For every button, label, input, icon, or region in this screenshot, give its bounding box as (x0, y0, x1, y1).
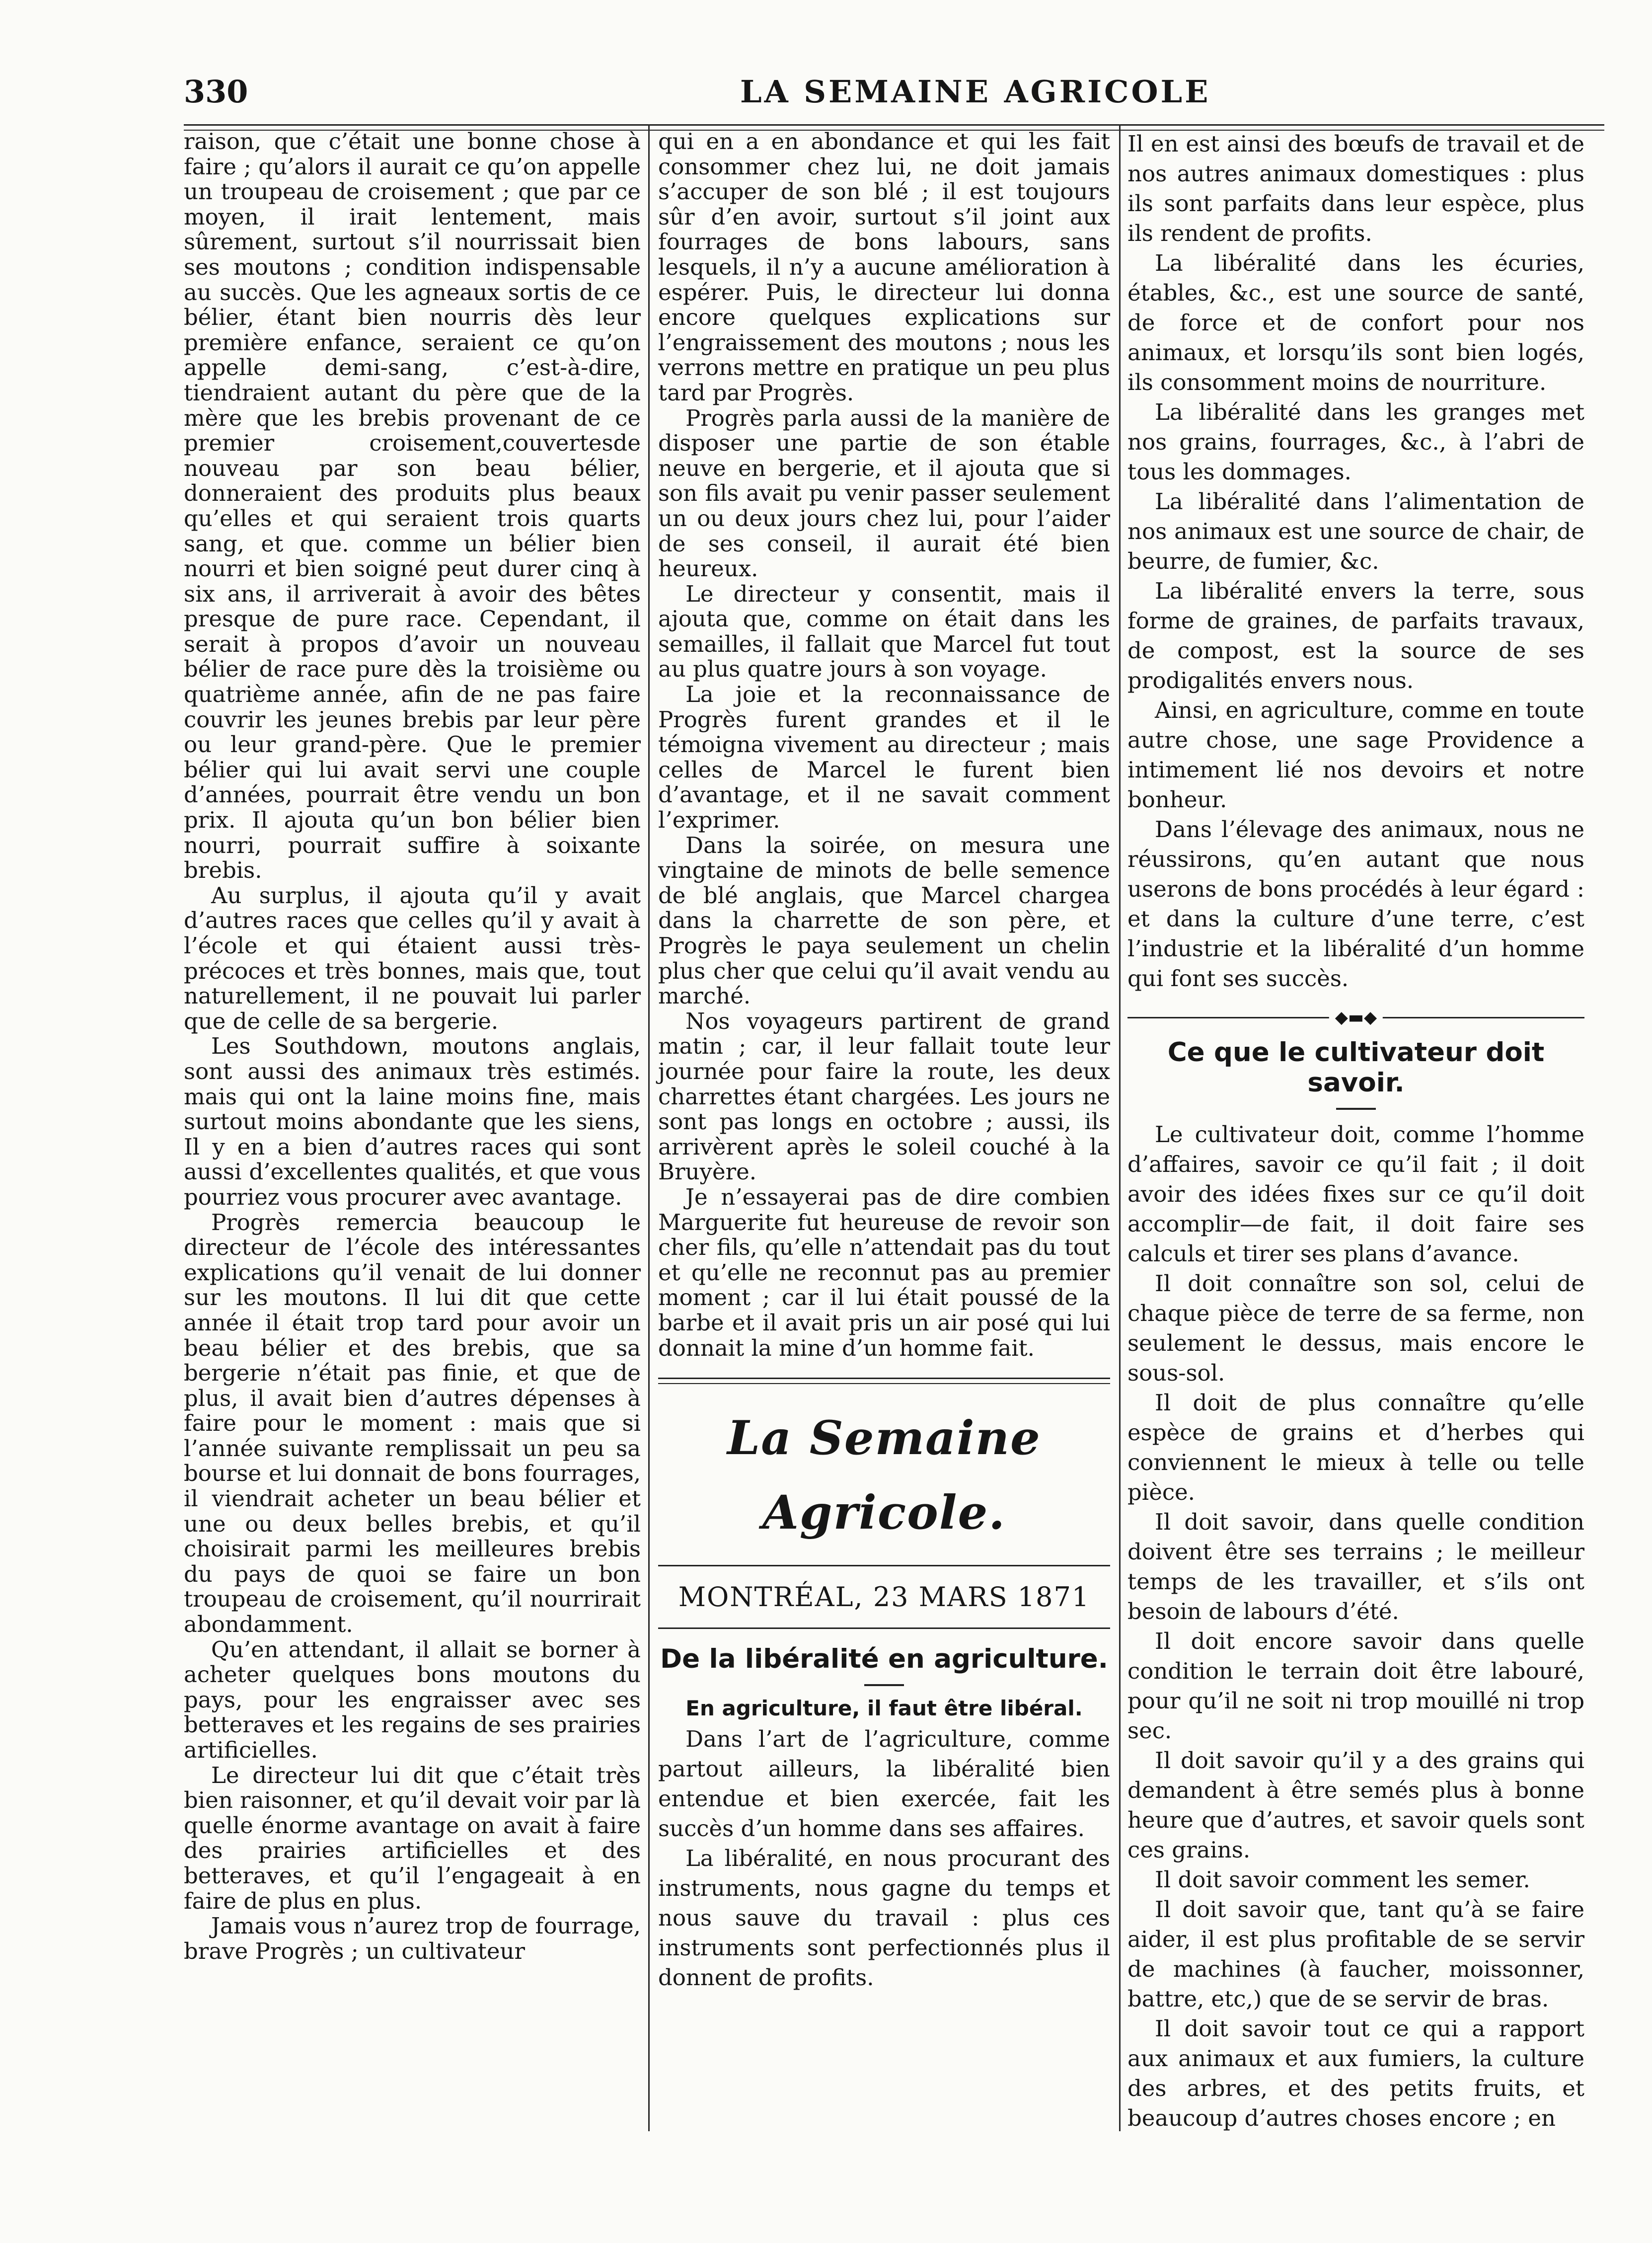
paragraph: Nos voyageurs partirent de grand matin ; car, il leur fallait toute leur journée pour faire la route, les deux charrettes étant chargées. Les jours ne sont pas longs en octobre ; aussi, ils arrivèrent après le soleil couché à la Bruyère. (658, 1007, 1110, 1185)
page-number: 330 (184, 74, 248, 110)
dateline: MONTRÉAL, 23 MARS 1871 (678, 1581, 1090, 1613)
paragraph: Il doit encore savoir dans quelle condition le terrain doit être labouré, pour qu’il ne soit ni trop mouillé ni trop sec. (1127, 1628, 1584, 1744)
paragraph: La libéralité, en nous procurant des instruments, nous gagne du temps et nous sauve du travail : plus ces instruments sont perfectionnés plus il donnent de profits. (658, 1845, 1110, 1991)
section-rule (658, 1378, 1110, 1384)
masthead-rule (658, 1565, 1110, 1566)
editorial-section (658, 1401, 1110, 1993)
running-title: LA SEMAINE AGRICOLE (740, 74, 1211, 110)
paragraph: Il doit savoir tout ce qui a rapport aux animaux et aux fumiers, la culture des arbres, et des petits fruits, et beaucoup d’autres choses encore ; en (1127, 2015, 1584, 2131)
column-2 (658, 129, 1110, 1993)
paragraph: Progrès remercia beaucoup le directeur de l’école des intéressantes explications qu’il venait de lui donner sur les moutons. Il lui dit que cette année il était trop tard pour avoir un beau bélier et des brebis, que sa bergerie n’était pas finie, et que de plus, il avait bien d’autres dépenses à faire pour le moment : mais que si l’année suivante remplissait un peu sa bourse et lui donnait de bons fourrages, il viendrait acheter un beau bélier et une ou deux belles brebis, et qu’il choisirait parmi les meilleures brebis du pays de quoi se faire un bon troupeau de croisement, qu’il nourrirait abondamment. (184, 1209, 641, 1638)
article-title: De la libéralité en agriculture. (660, 1644, 1108, 1675)
paragraph: Progrès parla aussi de la manière de disposer une partie de son établе neuve en bergerie, et il ajouta que si son fils avait pu venir passer seulement un ou deux jours chez lui, pour l’aider de ses conseil, il aurait été bien heureux. (658, 404, 1110, 582)
column-1 (184, 129, 641, 1964)
paragraph: La libéralité dans les granges met nos grains, fourrages, &c., à l’abri de tous les dommages. (1127, 399, 1584, 485)
page-header (60, 19, 1604, 123)
paragraph: Il doit savoir, dans quelle condition doivent être ses terrains ; le meilleur temps de les travailler, et s’ils ont besoin de labours d’été. (1127, 1509, 1584, 1624)
paragraph: Il doit savoir que, tant qu’à se faire aider, il est plus profitable de se servir de machines (à faucher, moissonner, battre, etc,) que de se servir de bras. (1127, 1896, 1584, 2012)
paragraph: Au surplus, il ajouta qu’il y avait d’autres races que celles qu’il y avait à l’école et qui étaient aussi très-précoces et très bonnes, mais que, tout naturellement, il ne pouvait lui parler que de celle de sa bergerie. (184, 882, 641, 1034)
paragraph: Il doit savoir qu’il y a des grains qui demandent à être semés plus à bonne heure que d’autres, et savoir quels sont ces grains. (1127, 1747, 1584, 1863)
paragraph: Le directeur lui dit que c’était très bien raisonner, et qu’il devait voir par là quelle énorme avantage on avait à faire des prairies artificielles et des betteraves, et qu’il l’engageait à en faire de plus en plus. (184, 1762, 641, 1914)
paragraph: Il doit connaître son sol, celui de chaque pièce de terre de sa ferme, non seulement le dessus, mais encore le sous-sol. (1127, 1270, 1584, 1386)
paragraph: Le cultivateur doit, comme l’homme d’affaires, savoir ce qu’il fait ; il doit avoir des idées fixes sur ce qu’il doit accomplir—de fait, il doit faire ses calculs et tirer ses plans d’avance. (1127, 1121, 1584, 1267)
ornament-rule (1127, 1007, 1584, 1027)
paragraph: raison, que c’était une bonne chose à faire ; qu’alors il aurait ce qu’on appelle un troupeau de croisement ; que par ce moyen, il irait lentement, mais sûrement, surtout s’il nourrissait bien ses moutons ; condition indispensable au succès. Que les agneaux sortis de ce bélier, étant bien nourris dès leur première enfance, seraient ce qu’on appelle demi-sang, c’est-à-dire, tiendraient autant du père que de la mère que les brebis provenant de ce premier croisement,couvertesde nouveau par son beau bélier, donneraient des produits plus beaux qu’elles et qui seraient trois quarts sang, et que. comme un bélier bien nourri et bien soigné peut durer cinq à six ans, il arriverait à avoir des bêtes presque de pure race. Cependant, il serait à propos d’avoir un nouveau bélier de race pure dès la troisième ou quatrième année, afin de ne pas faire couvrir les jeunes brebis par leur père ou leur grand-père. Que le premier bélier qui lui avait servi une couple d’années, pourrait être vendu un bon prix. Il ajouta qu’un bon bélier bien nourri, pourrait suffire à soixante brebis. (184, 128, 641, 884)
diamond-ornament-icon: ◆▬◆ (1329, 1007, 1383, 1027)
paragraph: La joie et la reconnaissance de Progrès furent grandes et il le témoigna vivement au directeur ; mais celles de Marcel le furent bien d’avantage, et il ne savait comment l’exprimer. (658, 681, 1110, 834)
paragraph: qui en a en abondance et qui les fait consommer chez lui, ne doit jamais s’accuper de son blé ; il est toujours sûr d’en avoir, surtout s’il joint aux fourrages de bons labours, sans lesquels, il n’y a aucune amélioration à espérer. Puis, le directeur lui donna encore quelques explications sur l’engraissement des moutons ; nous les verrons mettre en pratique un peu plus tard par Progrès. (658, 128, 1110, 406)
paragraph: La libéralité envers la terre, sous forme de graines, de parfaits travaux, de compost, est la source de ses prodigalités envers nous. (1127, 578, 1584, 694)
paragraph: Je n’essayerai pas de dire combien Marguerite fut heureuse de revoir son cher fils, qu’elle n’attendait pas du tout et qu’elle ne reconnut pas au premier moment ; car il lui était poussé de la barbe et il avait pris un air posé qui lui donnait la mine d’un homme fait. (658, 1183, 1110, 1361)
article-title: Ce que le cultivateur doit savoir. (1167, 1037, 1545, 1098)
paragraph: Qu’en attendant, il allait se borner à acheter quelques bons moutons du pays, pour les engraisser avec ses betteraves et les regains de ses prairies artificielles. (184, 1636, 641, 1763)
paragraph: Dans la soirée, on mesura une vingtaine de minots de belle semence de blé anglais, que Marcel chargea dans la charrette de son père, et Progrès le paya seulement un chelin plus cher que celui qu’il avait vendu au marché. (658, 832, 1110, 1009)
paragraph: La libéralité dans l’alimentation de nos animaux est une source de chair, de beurre, de fumier, &c. (1127, 488, 1584, 574)
column-3 (1127, 129, 1584, 2133)
paragraph: Les Southdown, moutons anglais, sont aussi des animaux très estimés. mais qui ont la laine moins fine, mais surtout moins abondante que les siens, Il y en a bien d’autres races qui sont aussi d’excellentes qualités, et que vous pourriez vous procurer avec avantage. (184, 1033, 641, 1210)
paragraph: Dans l’art de l’agriculture, comme partout ailleurs, la libéralité bien entendue et bien exercée, fait les succès d’un homme dans ses affaires. (658, 1726, 1110, 1842)
paragraph: La libéralité dans les écuries, étables, &c., est une source de santé, de force et de confort pour nos animaux, et lorsqu’ils sont bien logés, ils consomment moins de nourriture. (1127, 250, 1584, 395)
column-divider (1119, 124, 1121, 2131)
paragraph: Ainsi, en agriculture, comme en toute autre chose, une sage Providence a intimement lié nos devoirs et notre bonheur. (1127, 697, 1584, 813)
paragraph: Il en est ainsi des bœufs de travail et de nos autres animaux domestiques : plus ils sont parfaits dans leur espèce, plus ils rendent de profits. (1127, 131, 1584, 246)
dateline-rule (658, 1627, 1110, 1629)
paragraph: Jamais vous n’aurez trop de fourrage, brave Progrès ; un cultivateur (184, 1913, 641, 1964)
masthead: La Semaine Agricole. (727, 1411, 1041, 1541)
short-dash (864, 1684, 904, 1686)
paragraph: Le directeur y consentit, mais il ajouta que, comme on était dans les semailles, il fallait que Marcel fut tout au plus quatre jours à son voyage. (658, 580, 1110, 683)
paragraph: Il doit de plus connaître qu’elle espèce de grains et d’herbes qui conviennent le mieux à telle ou telle pièce. (1127, 1390, 1584, 1505)
column-divider (648, 124, 650, 2131)
short-dash (1336, 1108, 1376, 1110)
paragraph: Dans l’élevage des animaux, nous ne réussirons, qu’en autant que nous userons de bons procédés à leur égard : et dans la culture d’une terre, c’est l’industrie et la libéralité d’un homme qui font ses succès. (1127, 816, 1584, 992)
paragraph: Il doit savoir comment les semer. (1155, 1866, 1530, 1893)
article-subtitle: En agriculture, il faut être libéral. (685, 1696, 1083, 1721)
